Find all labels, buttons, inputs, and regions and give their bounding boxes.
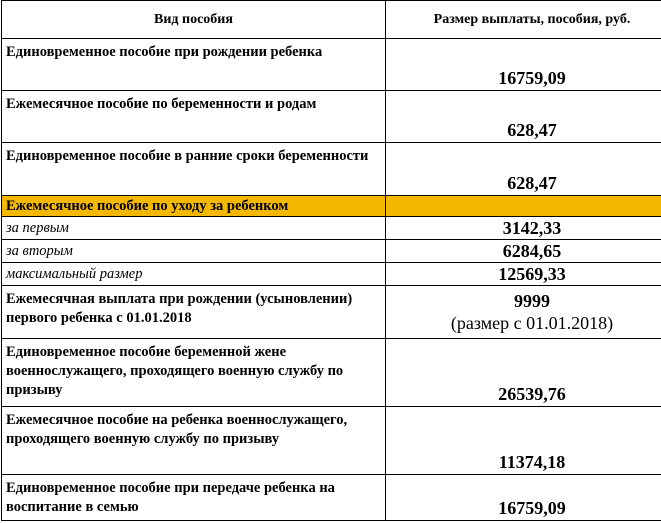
table-row xyxy=(2,143,661,196)
row-value: 26539,76 xyxy=(386,339,661,407)
row-label: Ежемесячное пособие по уходу за ребенком xyxy=(2,196,386,217)
table-row xyxy=(2,39,661,91)
row-value-note: (размер с 01.01.2018) xyxy=(450,313,614,333)
row-label: за первым xyxy=(2,217,386,240)
row-label: Ежемесячная выплата при рождении (усыновлении) первого ребенка с 01.01.2018 xyxy=(2,286,386,339)
row-value: 9999 xyxy=(514,291,550,311)
table-row xyxy=(2,91,661,143)
row-value: 11374,18 xyxy=(386,407,661,475)
table-row xyxy=(2,407,661,475)
table-row xyxy=(2,263,661,286)
row-value: 628,47 xyxy=(386,143,661,196)
row-value: 6284,65 xyxy=(386,240,661,263)
table-row-highlighted xyxy=(2,196,661,217)
table-row xyxy=(2,475,661,521)
row-value-cell xyxy=(386,286,661,339)
table-row xyxy=(2,217,661,240)
benefits-table xyxy=(1,0,661,521)
table-row xyxy=(2,286,661,339)
table-row xyxy=(2,339,661,407)
row-value: 16759,09 xyxy=(386,475,661,521)
row-value: 12569,33 xyxy=(386,263,661,286)
row-label: Единовременное пособие при рождении ребенка xyxy=(2,39,386,91)
header-row xyxy=(2,1,661,39)
row-label: Единовременное пособие в ранние сроки беременности xyxy=(2,143,386,196)
row-label: максимальный размер xyxy=(2,263,386,286)
row-label: Ежемесячное пособие на ребенка военнослужащего, проходящего военную службу по призыву xyxy=(2,407,386,475)
table-row xyxy=(2,240,661,263)
row-value: 16759,09 xyxy=(386,39,661,91)
header-benefit-type: Вид пособия xyxy=(2,1,386,39)
row-value: 628,47 xyxy=(386,91,661,143)
row-value: 3142,33 xyxy=(386,217,661,240)
row-value xyxy=(386,196,661,217)
row-label: за вторым xyxy=(2,240,386,263)
header-payment-amount: Размер выплаты, пособия, руб. xyxy=(386,1,661,39)
row-label: Ежемесячное пособие по беременности и родам xyxy=(2,91,386,143)
row-label: Единовременное пособие при передаче ребенка на воспитание в семью xyxy=(2,475,386,521)
row-label: Единовременное пособие беременной жене военнослужащего, проходящего военную службу по призыву xyxy=(2,339,386,407)
